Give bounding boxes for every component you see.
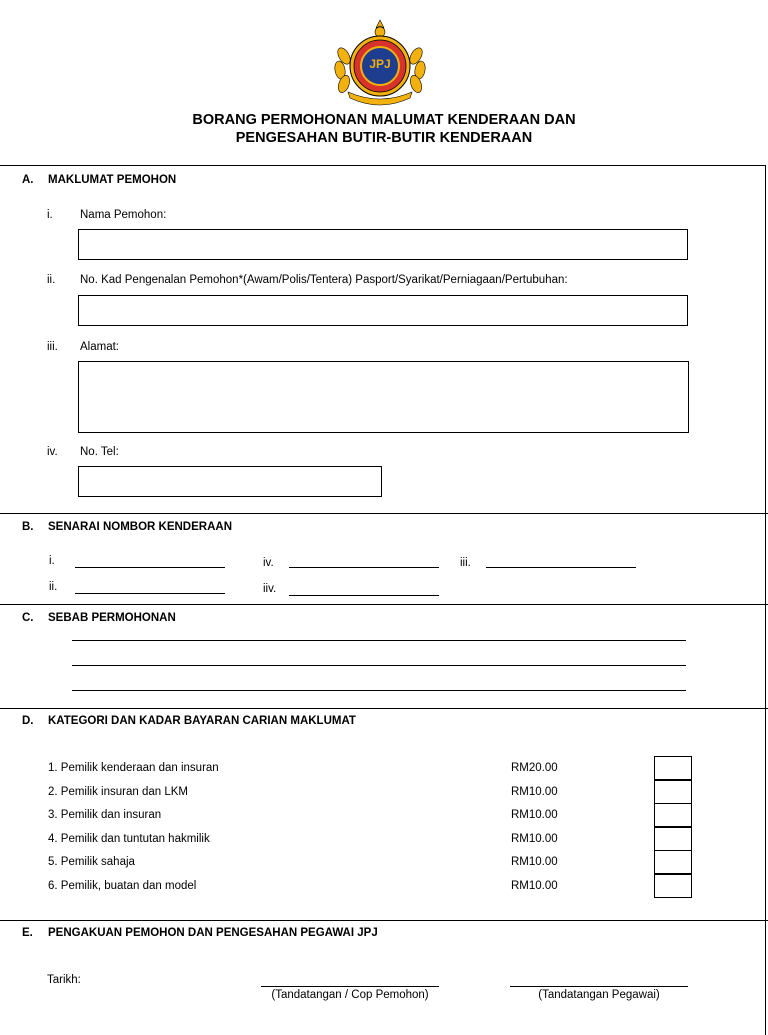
section-a-letter: A. [22, 174, 34, 186]
category-label: 4. Pemilik dan tuntutan hakmilik [48, 833, 210, 845]
category-price: RM20.00 [511, 762, 558, 774]
reason-line[interactable] [72, 690, 686, 691]
vehicle-entry-number: iiv. [263, 583, 277, 595]
officer-signature-label: (Tandatangan Pegawai) [538, 989, 660, 1001]
category-checkbox[interactable] [654, 803, 692, 827]
vehicle-entry-number: i. [49, 555, 55, 567]
vehicle-number-line[interactable] [75, 593, 225, 594]
form-title-line1: BORANG PERMOHONAN MALUMAT KENDERAAN DAN [192, 112, 576, 128]
applicant-name-input[interactable] [78, 229, 688, 260]
section-divider [0, 920, 768, 921]
section-c-letter: C. [22, 612, 34, 624]
reason-line[interactable] [72, 640, 686, 641]
vehicle-number-line[interactable] [289, 595, 439, 596]
applicant-name-label: Nama Pemohon: [80, 209, 167, 221]
category-label: 2. Pemilik insuran dan LKM [48, 786, 188, 798]
vehicle-entry-number: iv. [263, 557, 274, 569]
address-input[interactable] [78, 361, 689, 433]
category-price: RM10.00 [511, 833, 558, 845]
category-label: 1. Pemilik kenderaan dan insuran [48, 762, 219, 774]
category-price: RM10.00 [511, 880, 558, 892]
category-checkbox[interactable] [654, 780, 692, 804]
reason-line[interactable] [72, 665, 686, 666]
vehicle-entry-number: ii. [49, 581, 58, 593]
section-e-title: PENGAKUAN PEMOHON DAN PENGESAHAN PEGAWAI JPJ [48, 927, 378, 939]
date-label: Tarikh: [47, 974, 81, 986]
section-divider [0, 513, 768, 514]
vehicle-number-line[interactable] [75, 567, 225, 568]
section-d-title: KATEGORI DAN KADAR BAYARAN CARIAN MAKLUMAT [48, 715, 356, 727]
phone-label: No. Tel: [80, 446, 119, 458]
category-label: 6. Pemilik, buatan dan model [48, 880, 197, 892]
vehicle-number-line[interactable] [289, 567, 439, 568]
category-label: 5. Pemilik sahaja [48, 856, 135, 868]
address-label: Alamat: [80, 341, 119, 353]
category-label: 3. Pemilik dan insuran [48, 809, 162, 821]
section-c-title: SEBAB PERMOHONAN [48, 612, 176, 624]
applicant-signature-label: (Tandatangan / Cop Pemohon) [271, 989, 429, 1001]
section-d-letter: D. [22, 715, 34, 727]
jpj-logo-text: JPJ [369, 57, 391, 71]
section-b-letter: B. [22, 521, 34, 533]
field-number: iii. [47, 341, 58, 353]
phone-input[interactable] [78, 466, 382, 497]
section-b-title: SENARAI NOMBOR KENDERAAN [48, 521, 233, 533]
vehicle-entry-number: iii. [460, 557, 471, 569]
applicant-signature-line[interactable] [261, 986, 439, 987]
category-checkbox[interactable] [654, 874, 692, 898]
category-checkbox[interactable] [654, 756, 692, 780]
category-price: RM10.00 [511, 809, 558, 821]
category-checkbox[interactable] [654, 827, 692, 851]
officer-signature-line[interactable] [510, 986, 688, 987]
category-checkbox[interactable] [654, 850, 692, 874]
section-divider [0, 708, 768, 709]
category-price: RM10.00 [511, 786, 558, 798]
section-a-title: MAKLUMAT PEMOHON [48, 174, 177, 186]
id-number-input[interactable] [78, 295, 688, 326]
field-number: iv. [47, 446, 58, 458]
form-title-line2: PENGESAHAN BUTIR-BUTIR KENDERAAN [235, 130, 533, 146]
field-number: i. [47, 209, 53, 221]
category-price: RM10.00 [511, 856, 558, 868]
field-number: ii. [47, 274, 56, 286]
id-number-label: No. Kad Pengenalan Pemohon*(Awam/Polis/Tentera) Pasport/Syarikat/Perniagaan/Pertubuhan: [80, 274, 568, 286]
vehicle-number-line[interactable] [486, 567, 636, 568]
section-divider [0, 604, 768, 605]
section-e-letter: E. [22, 927, 33, 939]
